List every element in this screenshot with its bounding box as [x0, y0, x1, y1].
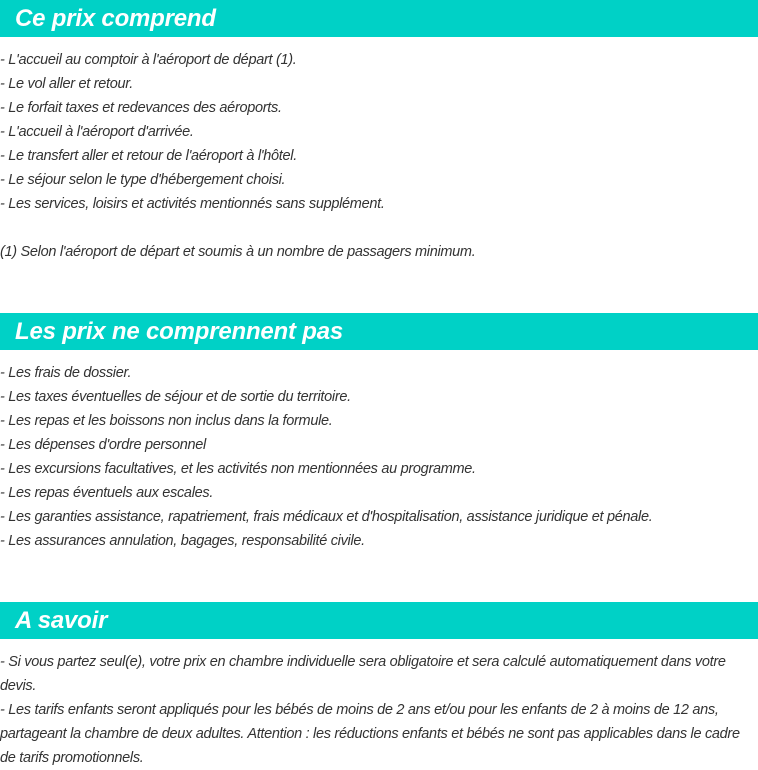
section-title-included: Ce prix comprend [0, 0, 758, 37]
list-item: - Les assurances annulation, bagages, responsabilité civile. [0, 533, 365, 549]
list-item: - Le séjour selon le type d'hébergement choisi. [0, 172, 286, 188]
list-item: - Les repas éventuels aux escales. [0, 485, 214, 501]
section-not-included [0, 313, 758, 553]
section-good-to-know [0, 602, 758, 770]
list-item: - Le vol aller et retour. [0, 76, 133, 92]
included-list [0, 48, 758, 216]
list-item: - L'accueil au comptoir à l'aéroport de départ (1). [0, 52, 297, 68]
list-item: - Le forfait taxes et redevances des aéroports. [0, 100, 282, 116]
list-item: - Le transfert aller et retour de l'aéroport à l'hôtel. [0, 148, 297, 164]
list-item: - Les garanties assistance, rapatriement, frais médicaux et d'hospitalisation, assistance juridique et pénale. [0, 509, 653, 525]
list-item: - Les repas et les boissons non inclus dans la formule. [0, 413, 333, 429]
list-item: - Les taxes éventuelles de séjour et de sortie du territoire. [0, 389, 351, 405]
list-item: - L'accueil à l'aéroport d'arrivée. [0, 124, 194, 140]
footnote: (1) Selon l'aéroport de départ et soumis à un nombre de passagers minimum. [0, 244, 476, 260]
paragraph-single-traveler: - Si vous partez seul(e), votre prix en chambre individuelle sera obligatoire et sera calculé automatiquement dans votre devis. [0, 654, 726, 694]
list-item: - Les services, loisirs et activités mentionnés sans supplément. [0, 196, 385, 212]
good-to-know-text [0, 650, 758, 770]
not-included-list [0, 361, 758, 553]
paragraph-child-rates: - Les tarifs enfants seront appliqués pour les bébés de moins de 2 ans et/ou pour les enfants de 2 à moins de 12 ans, partageant la chambre de deux adultes. Attention : les réductions enfants et bébés ne sont pas applicables dans le cadre de tarifs promotionnels. [0, 702, 740, 766]
list-item: - Les excursions facultatives, et les activités non mentionnées au programme. [0, 461, 476, 477]
list-item: - Les frais de dossier. [0, 365, 132, 381]
section-included [0, 0, 758, 264]
section-title-not-included: Les prix ne comprennent pas [0, 313, 758, 350]
section-title-good-to-know: A savoir [0, 602, 758, 639]
list-item: - Les dépenses d'ordre personnel [0, 437, 206, 453]
